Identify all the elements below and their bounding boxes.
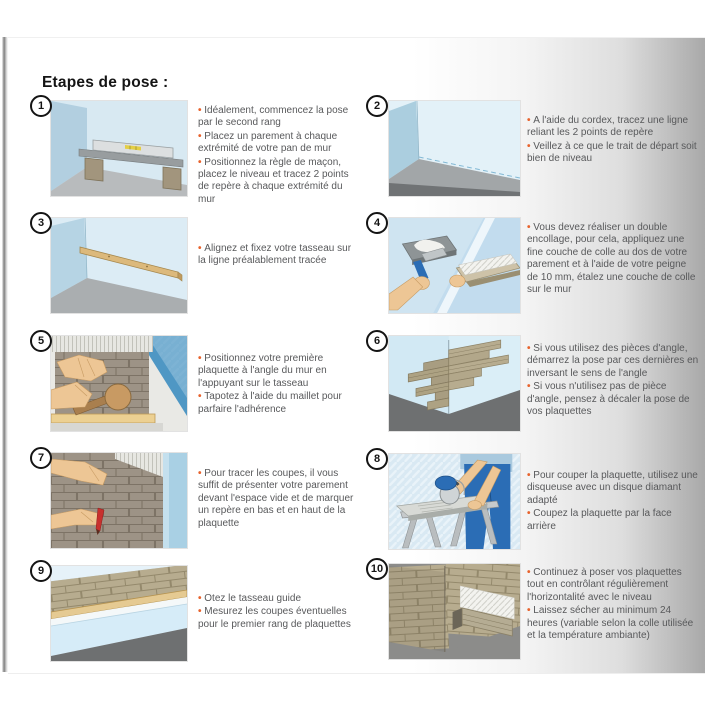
instruction-bullet: • Pour tracer les coupes, il vous suffit de présenter votre parement devant l'espace vide et de marquer un repère en bas et en haut de la plaquette <box>198 468 361 530</box>
instruction-bullet: • Si vous utilisez des pièces d'angle, démarrez la pose par ces dernières en inversant le sens de l'angle <box>527 343 699 380</box>
step-9-instructions <box>198 593 361 632</box>
step-number-badge <box>366 212 388 234</box>
step-7-illustration <box>50 452 188 549</box>
step-number: 4 <box>373 217 381 229</box>
step-4 <box>366 212 711 327</box>
step-6-instructions <box>527 343 699 419</box>
step-2-illustration <box>388 100 521 197</box>
page-spine-edge <box>2 37 8 672</box>
instruction-bullet: • Veillez à ce que le trait de départ soit bien de niveau <box>527 141 699 166</box>
step-7 <box>30 447 375 562</box>
step-4-instructions <box>527 222 699 297</box>
step-9 <box>30 560 375 675</box>
step-1 <box>30 95 375 210</box>
step-number: 1 <box>37 100 45 112</box>
instruction-bullet: • Mesurez les coupes éventuelles pour le premier rang de plaquettes <box>198 606 361 631</box>
step-8 <box>366 448 711 563</box>
instruction-bullet: • Coupez la plaquette par la face arrière <box>527 508 699 533</box>
step-7-instructions <box>198 468 361 531</box>
instruction-bullet: • Positionnez votre première plaquette à l'angle du mur en l'appuyant sur le tasseau <box>198 353 361 390</box>
step-3-illustration <box>50 217 188 314</box>
step-number-badge <box>30 212 52 234</box>
step-1-instructions <box>198 105 361 207</box>
instruction-bullet: • Idéalement, commencez la pose par le second rang <box>198 105 361 130</box>
page-title: Etapes de pose : <box>42 74 169 92</box>
step-number: 10 <box>370 563 384 575</box>
instruction-bullet: • Placez un parement à chaque extrémité de votre pan de mur <box>198 131 361 156</box>
cutting-with-grinder-sawhorses-illustration <box>389 454 520 549</box>
step-number-badge <box>30 560 52 582</box>
step-6 <box>366 330 711 445</box>
step-10 <box>366 558 711 673</box>
room-corner-wooden-batten-illustration <box>51 218 187 313</box>
step-number: 3 <box>37 217 45 229</box>
first-plaquette-mallet-illustration <box>51 336 187 431</box>
step-number: 7 <box>37 452 45 464</box>
step-2-instructions <box>527 115 699 167</box>
instruction-bullet: • Vous devez réaliser un double encollage, pour cela, appliquez une fine couche de colle au dos de votre parement et à l'aide de votre peigne de 10 mm, étalez une couche de colle sur le mur <box>527 222 699 296</box>
step-6-illustration <box>388 335 521 432</box>
step-5-illustration <box>50 335 188 432</box>
step-5-instructions <box>198 353 361 417</box>
instruction-bullet: • A l'aide du cordex, tracez une ligne reliant les 2 points de repère <box>527 115 699 140</box>
double-gluing-trowel-illustration <box>389 218 520 313</box>
step-1-illustration <box>50 100 188 197</box>
marking-cuts-red-pencil-illustration <box>51 453 187 548</box>
continue-laying-check-level-illustration <box>389 564 520 659</box>
step-2 <box>366 95 711 210</box>
step-number: 8 <box>373 453 381 465</box>
step-number: 6 <box>373 335 381 347</box>
step-number: 9 <box>37 565 45 577</box>
room-corner-chalk-line-illustration <box>389 101 520 196</box>
instruction-bullet: • Alignez et fixez votre tasseau sur la ligne préalablement tracée <box>198 243 361 268</box>
instruction-bullet: • Si vous n'utilisez pas de pièce d'angle, pensez à décaler la pose de vos plaquettes <box>527 381 699 418</box>
instruction-bullet: • Otez le tasseau guide <box>198 593 361 605</box>
instruction-bullet: • Pour couper la plaquette, utilisez une disqueuse avec un disque diamant adapté <box>527 470 699 507</box>
instruction-bullet: • Continuez à poser vos plaquettes tout en contrôlant régulièrement l'horizontalité avec le niveau <box>527 567 699 604</box>
step-number-badge <box>366 558 388 580</box>
step-number: 5 <box>37 335 45 347</box>
step-3 <box>30 212 375 327</box>
step-9-illustration <box>50 565 188 662</box>
step-number-badge <box>30 95 52 117</box>
step-8-illustration <box>388 453 521 550</box>
step-number-badge <box>366 95 388 117</box>
corner-angle-pieces-illustration <box>389 336 520 431</box>
room-corner-mason-rule-and-level-illustration <box>51 101 187 196</box>
instruction-bullet: • Positionnez la règle de maçon, placez le niveau et tracez 2 points de repère à chaque extrémité du mur <box>198 157 361 207</box>
step-number-badge <box>366 448 388 470</box>
step-8-instructions <box>527 470 699 534</box>
step-10-instructions <box>527 567 699 643</box>
step-5 <box>30 330 375 445</box>
remove-guide-batten-illustration <box>51 566 187 661</box>
step-4-illustration <box>388 217 521 314</box>
step-number-badge <box>30 447 52 469</box>
step-3-instructions <box>198 243 361 269</box>
instruction-bullet: • Laissez sécher au minimum 24 heures (variable selon la colle utilisée et la température ambiante) <box>527 605 699 642</box>
step-number: 2 <box>373 100 381 112</box>
step-number-badge <box>366 330 388 352</box>
step-10-illustration <box>388 563 521 660</box>
instruction-bullet: • Tapotez à l'aide du maillet pour parfaire l'adhérence <box>198 391 361 416</box>
step-number-badge <box>30 330 52 352</box>
